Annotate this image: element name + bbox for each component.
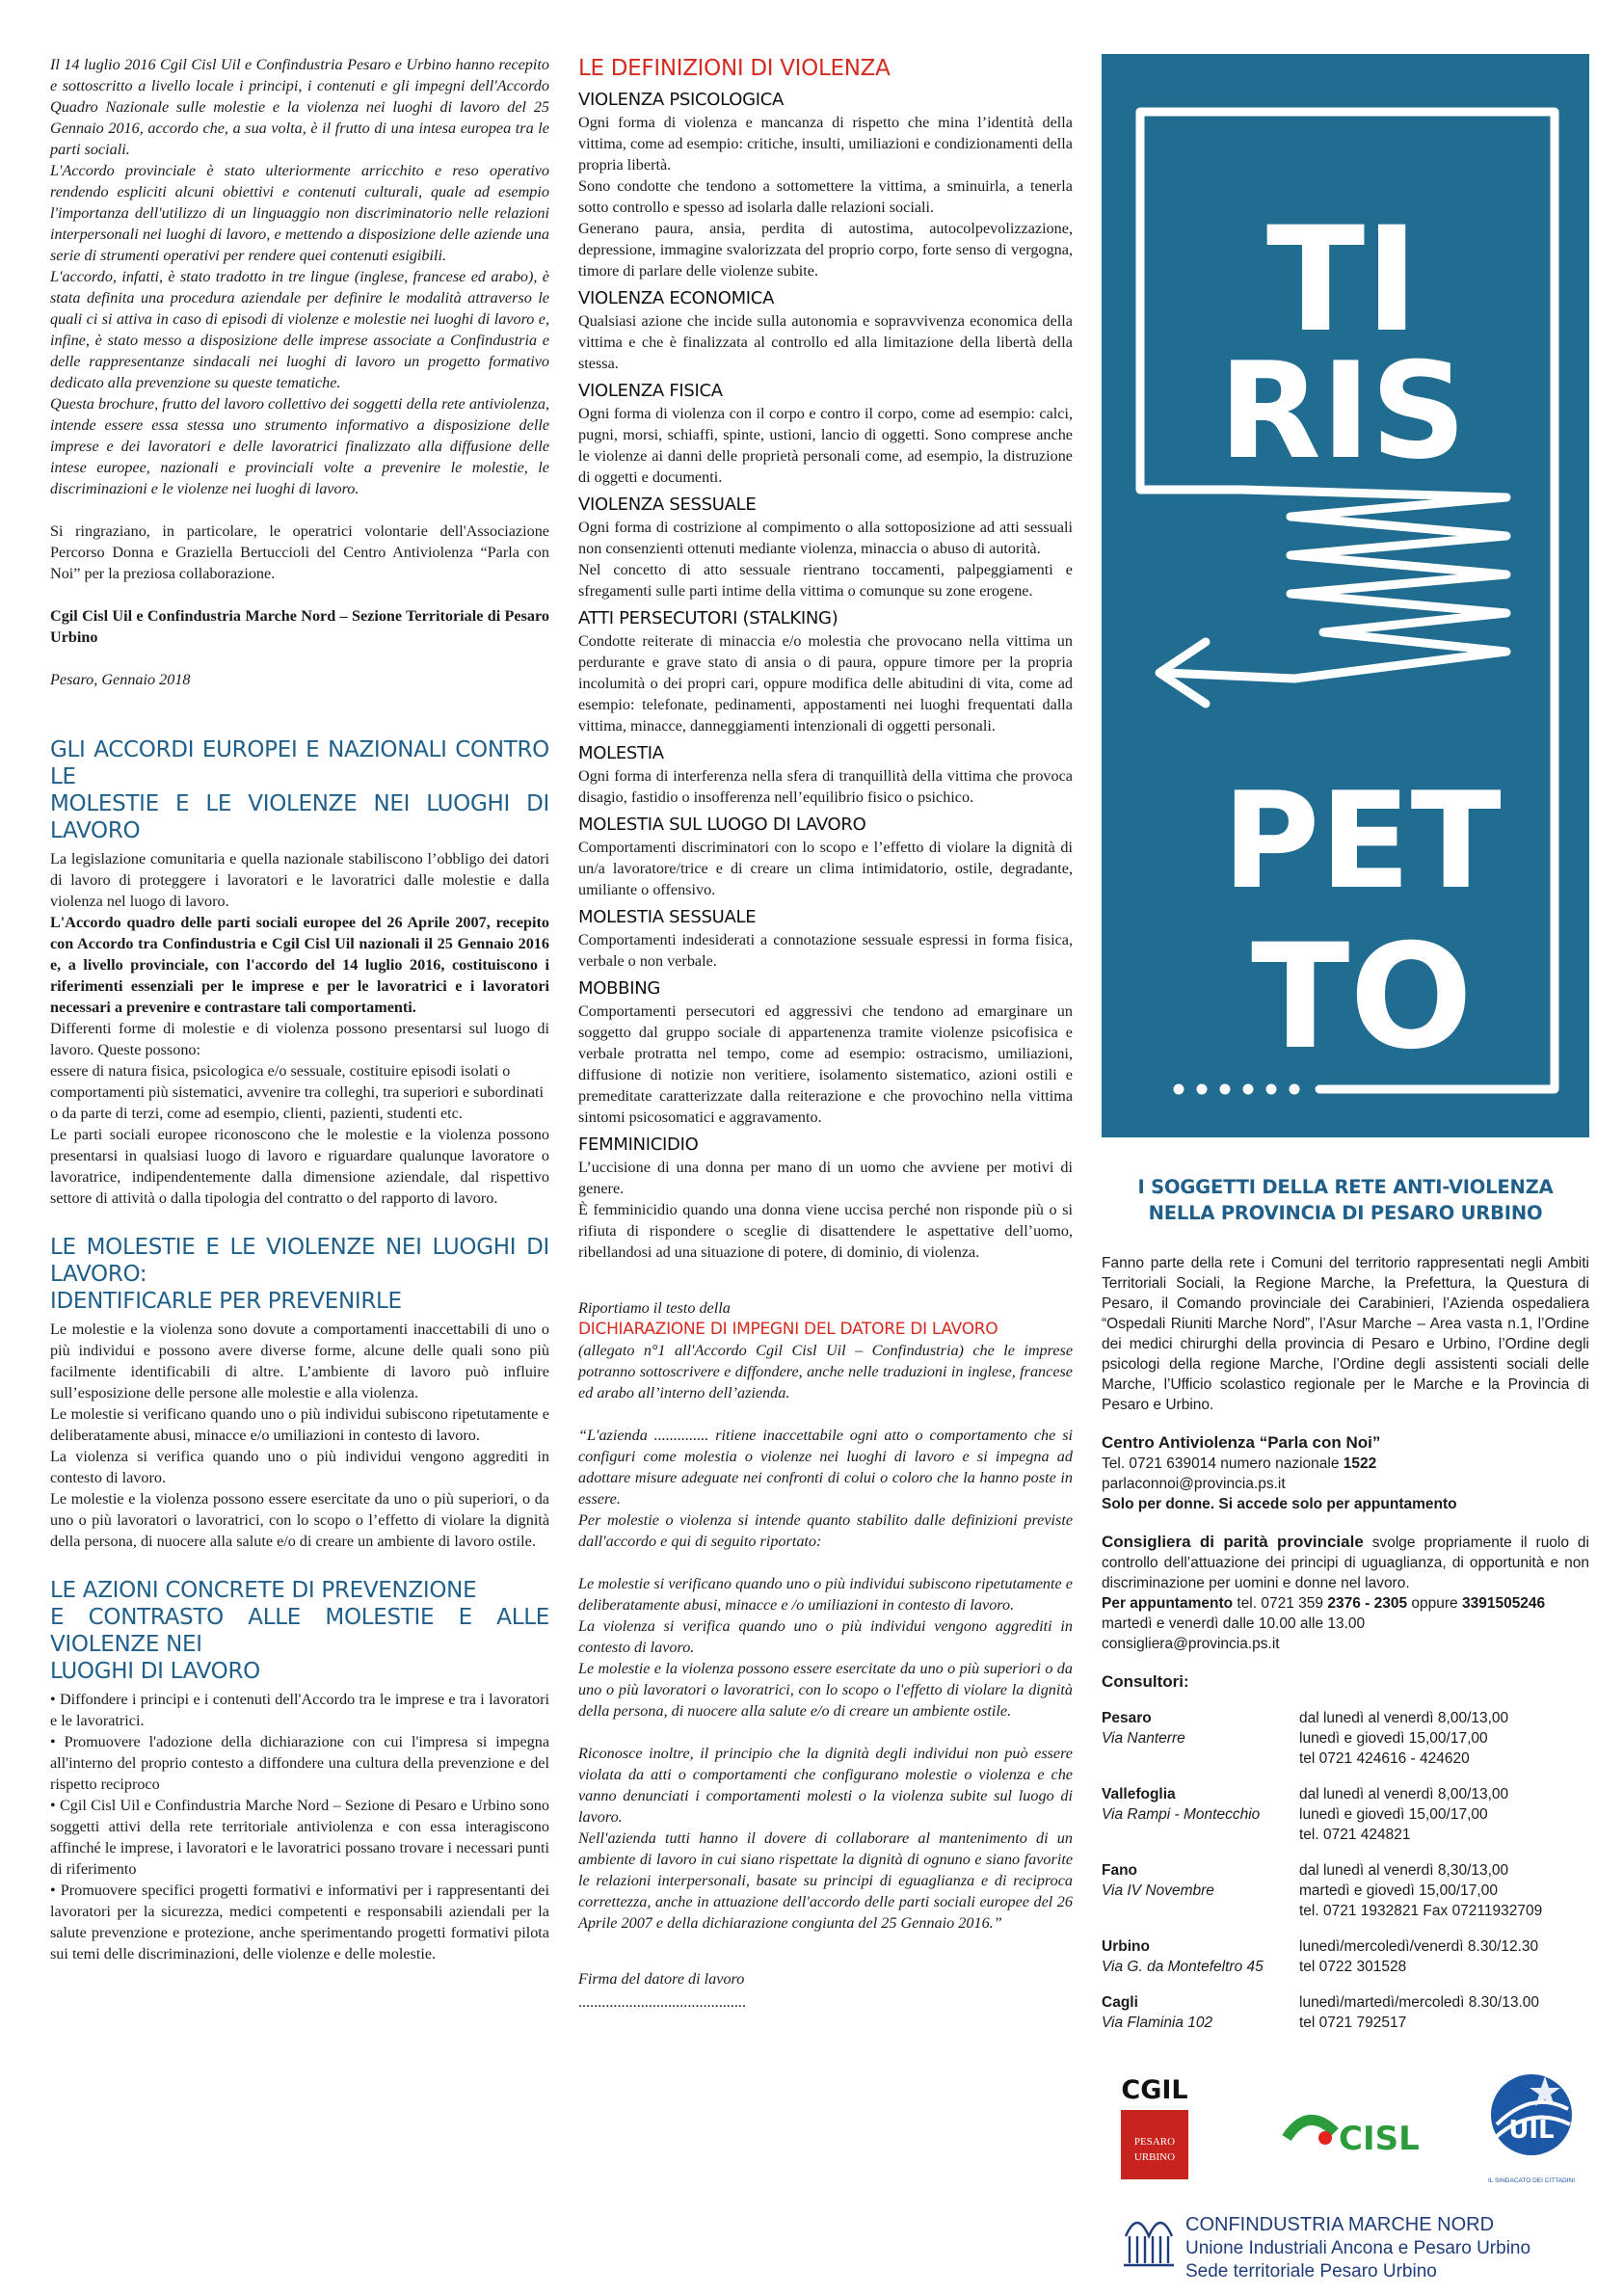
cgil-logo — [1115, 2068, 1194, 2181]
consultorio-hours: dal lunedì al venerdì 8,00/13,00 — [1299, 1786, 1509, 1802]
definition-text: Sono condotte che tendono a sottomettere la vittima, a sminuirla, a tenerla sotto controllo e spesso ad isolarla dalle relazioni sociali. — [578, 177, 1073, 216]
right-column — [1102, 1174, 1589, 2033]
poster-graphic — [1102, 54, 1589, 1137]
declaration-intro: Riportiamo il testo della — [578, 1299, 731, 1317]
bullet-item: • Cgil Cisl Uil e Confindustria Marche Nord – Sezione di Pesaro e Urbino sono soggetti attivi della rete territoriale antiviolenza e con essa interagiscono affinché le imprese, i lavoratori e le lavoratrici possano trovare i necessari punti di riferimento — [50, 1797, 549, 1878]
definition-sexual — [578, 494, 1073, 601]
definition-text: Condotte reiterate di minaccia e/o molestia che provocano nella vittima un perdurante e grave stato di ansia o di paura, oppure timore per la propria incolumità o dei propri cari, oppure modifica delle abitudini di vita, come ad esempio: telefonate, pedinamenti, appostamenti nei luoghi frequentati dalla vittima, minacce, danneggiamenti intenzionali di oggetti personali. — [578, 632, 1073, 734]
consultorio-urbino — [1102, 1936, 1589, 1977]
definition-heading: FEMMINICIDIO — [578, 1135, 699, 1155]
consultori-title: Consultori: — [1102, 1672, 1189, 1691]
signature: Cgil Cisl Uil e Confindustria Marche Nord – Sezione Territoriale di Pesaro Urbino — [50, 607, 549, 646]
definition-stalking — [578, 607, 1073, 736]
consultorio-phone: tel 0722 301528 — [1299, 1959, 1407, 1975]
cisl-wordmark: CISL — [1339, 2120, 1420, 2158]
consultori-block — [1102, 1671, 1589, 2033]
definition-heading: MOLESTIA — [578, 743, 664, 763]
confindustria-name: CONFINDUSTRIA MARCHE NORD — [1185, 2214, 1495, 2235]
zigzag-path — [1165, 490, 1506, 679]
paragraph: essere di natura fisica, psicologica e/o sessuale, costituire episodi isolati o comportamenti più sistematici, avvenire tra colleghi, tra superiori e subordinati o da parte di terzi, come ad esempio, clienti, pazienti, studenti etc. — [50, 1062, 545, 1122]
definition-text: È femminicidio quando una donna viene uccisa perché non risponde più o si rifiuta di rispondere o sceglie di disattendere le aspettative dell’uomo, ribellandosi ad una situazione di potere, di dominio, di violenza. — [578, 1201, 1073, 1261]
consultorio-phone: tel 0721 424616 - 424620 — [1299, 1750, 1470, 1767]
declaration-quote: “L'azienda .............. ritiene inaccettabile ogni atto o comportamento che si configuri come molestia o violenze nei luoghi di lavoro e si impegna ad adottare misure adeguate nei confronti di colui o coloro che la hanno poste in essere. — [578, 1427, 1073, 1508]
dot-trail — [1174, 1084, 1300, 1095]
centro-note: Solo per donne. Si accede solo per appuntamento — [1102, 1496, 1457, 1512]
consultorio-phone: tel. 0721 424821 — [1299, 1827, 1411, 1843]
definition-text: Comportamenti indesiderati a connotazione sessuale espressi in forma fisica, verbale o non verbale. — [578, 931, 1073, 970]
paragraph: La legislazione comunitaria e quella nazionale stabiliscono l’obbligo dei datori di lavoro di proteggere i lavoratori e le lavoratrici dalle molestie e dalla violenza nel luogo di lavoro. — [50, 850, 549, 910]
consigliera-hours: martedì e venerdì dalle 10.00 alle 13.00 — [1102, 1615, 1366, 1632]
definition-text: L’uccisione di una donna per mano di un uomo che avviene per motivi di genere. — [578, 1159, 1073, 1197]
consultorio-address: Via G. da Montefeltro 45 — [1102, 1959, 1264, 1975]
consultorio-hours: dal lunedì al venerdì 8,00/13,00 — [1299, 1710, 1509, 1726]
centro-phone — [1102, 1454, 1589, 1474]
consigliera-name: Consigliera di parità provinciale — [1102, 1533, 1364, 1551]
declaration-quote: Nell'azienda tutti hanno il dovere di collaborare al mantenimento di un ambiente di lavoro in cui siano rispettate la dignità di ognuno e siano favorite le relazioni interpersonali, basate su principi di eguaglianza e di reciproca correttezza, anche in attuazione dell'accordo delle parti sociali europee del 26 Aprile 2007 e della dichiarazione congiunta del 25 Gennaio 2016.” — [578, 1829, 1073, 1932]
consultorio-address: Via Flaminia 102 — [1102, 2015, 1213, 2031]
intro-paragraph: Questa brochure, frutto del lavoro collettivo dei soggetti della rete antiviolenza, intende essere essa stessa uno strumento informativo a disposizione delle imprese e dei lavoratori e delle lavoratrici finalizzato alla diffusione delle intese europee, nazionali e provinciali volte a prevenire le molestie, le discriminazioni e le violenze nei luoghi di lavoro. — [50, 395, 549, 497]
consultorio-name: Pesaro — [1102, 1710, 1152, 1726]
consultorio-name: Urbino — [1102, 1938, 1150, 1955]
network-intro: Fanno parte della rete i Comuni del territorio rappresentati negli Ambiti Territoriali Sociali, la Regione Marche, la Prefettura, la Questura di Pesaro, il Comando provinciale dei Carabinieri, l’Azienda ospedaliera “Ospedali Riuniti Marche Nord”, l’Asur Marche – Area vasta n.1, l’Ordine dei medici chirurghi della provincia di Pesaro e Urbino, l’Ordine degli psicologi della regione Marche, l’Ordine degli assistenti sociali delle Marche, l’Ufficio scolastico regionale per le Marche e la Provincia di Pesaro e Urbino. — [1102, 1255, 1589, 1413]
section-title: LUOGHI DI LAVORO — [50, 1659, 260, 1684]
intro-section — [50, 54, 549, 499]
definition-text: Generano paura, ansia, perdita di autostima, autocolpevolizzazione, depressione, immagine svalorizzata del proprio corpo, forte senso di vergogna, timore di parlare delle violenze subite. — [578, 220, 1073, 280]
appointment-label: Per appuntamento — [1102, 1595, 1234, 1612]
definition-heading: VIOLENZA FISICA — [578, 381, 723, 401]
appointment-mobile: 3391505246 — [1461, 1595, 1546, 1612]
confindustria-union: Unione Industriali Ancona e Pesaro Urbino — [1185, 2238, 1531, 2258]
paragraph: L'Accordo quadro delle parti sociali europee del 26 Aprile 2007, recepito con Accordo tra Confindustria e Cgil Cisl Uil nazionali il 25 Gennaio 2016 e, a livello provinciale, con l'accordo del 14 luglio 2016, costituiscono i riferimenti essenziali per le imprese e per le lavoratrici e i lavoratori necessari a prevenire e contrastare tali comportamenti. — [50, 914, 549, 1016]
signature-line: ........................................... — [578, 1993, 747, 2011]
declaration-title: DICHIARAZIONE DI IMPEGNI DEL DATORE DI LAVORO — [578, 1320, 998, 1339]
intro-paragraph: L'Accordo provinciale è stato ulteriormente arricchito e reso operativo rendendo espliciti alcuni obiettivi e contenuti culturali, quale ad esempio l'importanza dell'utilizzo di un linguaggio non discriminatorio nelle relazioni interpersonali nei luoghi di lavoro, e mettendo a disposizione delle aziende una serie di strumenti operativi per rendere quei contenuti esigibili. — [50, 162, 549, 264]
definition-heading: VIOLENZA SESSUALE — [578, 494, 757, 515]
employer-signature-label: Firma del datore di lavoro — [578, 1970, 745, 1988]
declaration-quote: Riconosce inoltre, il principio che la dignità degli individui non può essere violata da atti o comportamenti che configurano molestie o violenza e che vanno denunciati i comportamenti molesti o la violenza subite sul luogo di lavoro. — [578, 1745, 1073, 1826]
paragraph: Le parti sociali europee riconoscono che le molestie e la violenza possono presentarsi in qualsiasi luogo di lavoro e riguardare qualunque lavoratore o lavoratrice, indipendentemente dalla dimensione aziendale, dal rispettivo settore di attività o dalla tipologia del contratto o del rapporto di lavoro. — [50, 1126, 549, 1207]
definition-femicide — [578, 1134, 1073, 1263]
poster-word-pet: PET — [1222, 763, 1502, 919]
definitions-title: LE DEFINIZIONI DI VIOLENZA — [578, 56, 891, 81]
consigliera-desc: svolge propriamente il ruolo di controllo dell’attuazione dei principi di uguaglianza, di opportunità e non discriminazione per uomini e donne nel lavoro. — [1102, 1535, 1589, 1591]
definition-text: Nel concetto di atto sessuale rientrano toccamenti, palpeggiamenti e sfregamenti sulle parti intime della vittima o comunque su zone erogene. — [578, 561, 1073, 600]
definition-heading: MOLESTIA SUL LUOGO DI LAVORO — [578, 814, 866, 835]
cgil-pesaro: PESARO — [1133, 2136, 1176, 2148]
declaration-quote: La violenza si verifica quando uno o più individui vengono aggrediti in contesto di lavoro. — [578, 1617, 1073, 1656]
poster-word-to: TO — [1251, 914, 1473, 1081]
section-title: E CONTRASTO ALLE MOLESTIE E ALLE VIOLENZE NEI — [50, 1605, 549, 1657]
consultorio-address: Via IV Novembre — [1102, 1882, 1214, 1899]
consultorio-phone: tel 0721 792517 — [1299, 2015, 1407, 2031]
intro-paragraph: Il 14 luglio 2016 Cgil Cisl Uil e Confindustria Pesaro e Urbino hanno recepito e sottoscritto a livello locale i principi, i contenuti e gli impegni dell'Accordo Quadro Nazionale sulle molestie e la violenza nei luoghi di lavoro del 25 Gennaio 2016, accordo che, a sua volta, è il frutto di una intesa europea tra le parti sociali. — [50, 56, 549, 158]
appointment-or: oppure — [1407, 1595, 1462, 1612]
centro-phone-text: Tel. 0721 639014 numero nazionale — [1102, 1455, 1344, 1472]
definition-heading: MOLESTIA SESSUALE — [578, 907, 757, 927]
thanks-paragraph: Si ringraziano, in particolare, le operatrici volontarie dell'Associazione Percorso Donna e Graziella Bertuccioli del Centro Antiviolenza “Parla con Noi” per la preziosa collaborazione. — [50, 522, 549, 582]
consultorio-pesaro — [1102, 1708, 1589, 1769]
confindustria-seat: Sede territoriale Pesaro Urbino — [1185, 2261, 1437, 2282]
left-column — [50, 54, 549, 1964]
poster-word-ris: RIS — [1218, 334, 1467, 489]
network-title: I SOGGETTI DELLA RETE ANTI-VIOLENZA — [1137, 1176, 1554, 1198]
poster-word-ti: TI — [1265, 197, 1420, 364]
consultorio-phone: tel. 0721 1932821 Fax 07211932709 — [1299, 1903, 1543, 1919]
definition-text: Ogni forma di costrizione al compimento o alla sottoposizione ad atti sessuali non consenzienti ottenuti mediante violenza, minaccia o abuso di autorità. — [578, 519, 1073, 557]
definition-text: Ogni forma di violenza e mancanza di rispetto che mina l’identità della vittima, come ad esempio: critiche, insulti, umiliazioni e condizionamenti della propria libertà. — [578, 114, 1073, 174]
consultorio-hours: dal lunedì al venerdì 8,30/13,00 — [1299, 1862, 1509, 1879]
consultorio-hours: lunedì/mercoledì/venerdì 8.30/12.30 — [1299, 1938, 1539, 1955]
definition-economic — [578, 287, 1073, 374]
paragraph: Le molestie e la violenza possono essere esercitate da uno o più superiori, o da uno o più lavoratori o lavoratrici, con lo scopo o l’effetto di violare la dignità della persona, di nuocere alla salute e/o di creare un ambiente di lavoro ostile. — [50, 1490, 549, 1550]
bullet-item: • Promuovere specifici progetti formativi e informativi per i rappresentanti dei lavoratori per la sicurezza, medici competenti e responsabili aziendali per la salute prevenzione e protezione, anche sperimentando progetti formativi pilota sui temi delle discriminazioni, delle violenze e delle molestie. — [50, 1882, 549, 1962]
national-number: 1522 — [1343, 1455, 1377, 1472]
rispetto-poster — [1102, 54, 1589, 1137]
section-title: LE AZIONI CONCRETE DI PREVENZIONE — [50, 1578, 477, 1603]
definition-text: Comportamenti persecutori ed aggressivi che tendono ad emarginare un soggetto dal gruppo sociale di appartenenza tramite violenze psicofisica e verbale protratta nel tempo, come ad esempio: ostracismo, umiliazioni, diffusione di notizie non veritiere, isolamento sistematico, azioni ostili e premeditate caratterizzate dalla reiterazione e che provochino nella vittima sintomi psicosomatici e aggravamento. — [578, 1002, 1073, 1126]
definition-text: Ogni forma di violenza con il corpo e contro il corpo, come ad esempio: calci, pugni, morsi, schiaffi, spinte, ustioni, lancio di oggetti. Sono comprese anche le violenze ai danni delle proprietà personali come, ad esempio, la distruzione di oggetti e documenti. — [578, 405, 1073, 486]
section-identify — [50, 1234, 549, 1552]
section-title: IDENTIFICARLE PER PREVENIRLE — [50, 1289, 402, 1314]
intro-paragraph: L'accordo, infatti, è stato tradotto in tre lingue (inglese, francese ed arabo), è stata definita una procedura aziendale per definire le modalità attraverso le quali ci si attiva in caso di episodi di violenze e molestie nei luoghi di lavoro e, infine, è stato messo a disposizione delle imprese associate a Confindustria e delle rappresentanze sindacali nei luoghi di lavoro un progetto formativo dedicato alla prevenzione su queste tematiche. — [50, 268, 549, 391]
cisl-dot-icon — [1318, 2131, 1332, 2145]
appointment-ext: 2376 - 2305 — [1327, 1595, 1408, 1612]
confindustria-logo — [1118, 2207, 1561, 2284]
definition-molestia — [578, 742, 1073, 808]
consultorio-address: Via Nanterre — [1102, 1730, 1185, 1747]
cgil-urbino: URBINO — [1133, 2151, 1176, 2163]
appointment-tel: tel. 0721 359 — [1233, 1595, 1328, 1612]
uil-logo — [1487, 2070, 1576, 2190]
definition-text: Ogni forma di interferenza nella sfera di tranquillità della vittima che provoca disagio, fastidio o insofferenza nell’equilibrio fisico o psichico. — [578, 767, 1073, 806]
middle-column — [578, 54, 1073, 2013]
cisl-logo — [1279, 2099, 1431, 2161]
bullet-item: • Diffondere i principi e i contenuti dell'Accordo tra le imprese e tra i lavoratori e le lavoratrici. — [50, 1691, 549, 1729]
section-title: MOLESTIE E LE VIOLENZE NEI LUOGHI DI LAVORO — [50, 791, 549, 843]
definition-psychological — [578, 89, 1073, 281]
section-european-agreements — [50, 736, 549, 1209]
declaration-subtitle: (allegato n°1 all'Accordo Cgil Cisl Uil – Confindustria) che le imprese potranno sottoscrivere e diffondere, anche nelle traduzioni in inglese, francese ed arabo all’interno dell’azienda. — [578, 1342, 1073, 1402]
consultorio-address: Via Rampi - Montecchio — [1102, 1806, 1261, 1823]
definition-mobbing — [578, 977, 1073, 1128]
declaration-quote: Per molestie o violenza si intende quanto stabilito dalle definizioni previste dall'accordo e qui di seguito riportato: — [578, 1511, 1073, 1550]
paragraph: La violenza si verifica quando uno o più individui vengono aggrediti in contesto di lavoro. — [50, 1448, 549, 1486]
consigliera-text — [1102, 1532, 1589, 1593]
date: Pesaro, Gennaio 2018 — [50, 671, 191, 688]
centro-name: Centro Antiviolenza “Parla con Noi” — [1102, 1433, 1381, 1452]
section-title: LE MOLESTIE E LE VIOLENZE NEI LUOGHI DI LAVORO: — [50, 1235, 549, 1287]
consultorio-vallefoglia — [1102, 1784, 1589, 1845]
consultorio-hours: lunedì/martedì/mercoledì 8.30/13.00 — [1299, 1994, 1540, 2011]
consigliera-appointment — [1102, 1593, 1589, 1614]
declaration-quote: Le molestie si verificano quando uno o più individui subiscono ripetutamente e deliberatamente abusi, minacce e /o umiliazioni in contesto di lavoro. — [578, 1575, 1073, 1614]
centro-email: parlaconnoi@provincia.ps.it — [1102, 1476, 1286, 1492]
paragraph: Differenti forme di molestie e di violenza possono presentarsi sul luogo di lavoro. Queste possono: — [50, 1020, 549, 1058]
uil-tagline: IL SINDACATO DEI CITTADINI — [1487, 2177, 1576, 2184]
consultorio-cagli — [1102, 1992, 1589, 2033]
consultorio-name: Cagli — [1102, 1994, 1138, 2011]
consultorio-hours: lunedì e giovedì 15,00/17,00 — [1299, 1730, 1488, 1747]
consultorio-hours: martedì e giovedì 15,00/17,00 — [1299, 1882, 1498, 1899]
consultorio-name: Vallefoglia — [1102, 1786, 1176, 1802]
definition-text: Qualsiasi azione che incide sulla autonomia e sopravvivenza economica della vittima e che è finalizzata al controllo ed alla limitazione della libertà della stessa. — [578, 312, 1073, 372]
definition-heading: MOBBING — [578, 978, 661, 999]
declaration-section — [578, 1297, 1073, 2013]
definition-physical — [578, 380, 1073, 488]
paragraph: Le molestie e la violenza sono dovute a comportamenti inaccettabili di uno o più individui e possono avere diverse forme, alcune delle quali sono più facilmente identificabili di altre. L’ambiente di lavoro può influire sull’esposizione delle persone alle molestie e alla violenza. — [50, 1321, 549, 1402]
definition-heading: ATTI PERSECUTORI (STALKING) — [578, 608, 838, 628]
consigliera-email: consigliera@provincia.ps.it — [1102, 1636, 1280, 1652]
cgil-wordmark: CGIL — [1121, 2075, 1188, 2105]
declaration-quote: Le molestie e la violenza possono essere esercitate da uno o più superiori o da uno o più lavoratori o lavoratrici, con lo scopo o l'effetto di violare la dignità della persona, di nuocere alla salute e/o di creare un ambiente ostile. — [578, 1660, 1073, 1720]
network-title: NELLA PROVINCIA DI PESARO URBINO — [1148, 1202, 1543, 1224]
consultorio-fano — [1102, 1860, 1589, 1921]
definition-heading: VIOLENZA ECONOMICA — [578, 288, 775, 308]
consultorio-name: Fano — [1102, 1862, 1138, 1879]
definition-heading: VIOLENZA PSICOLOGICA — [578, 90, 785, 110]
section-title: GLI ACCORDI EUROPEI E NAZIONALI CONTRO LE — [50, 737, 549, 789]
definition-sexual-harassment — [578, 906, 1073, 972]
section-prevention-actions — [50, 1577, 549, 1964]
consultorio-hours: lunedì e giovedì 15,00/17,00 — [1299, 1806, 1488, 1823]
consigliera-block — [1102, 1532, 1589, 1654]
paragraph: Le molestie si verificano quando uno o più individui subiscono ripetutamente e deliberatamente abusi, minacce e/o umiliazioni in contesto di lavoro. — [50, 1405, 549, 1444]
definition-text: Comportamenti discriminatori con lo scopo e l’effetto di violare la dignità di un/a lavoratore/trice e di creare un clima intimidatorio, ostile, degradante, umiliante o offensivo. — [578, 839, 1073, 898]
centro-antiviolenza — [1102, 1432, 1589, 1514]
uil-wordmark: UIL — [1508, 2116, 1555, 2145]
confindustria-emblem-icon — [1124, 2223, 1174, 2265]
definition-workplace-harassment — [578, 814, 1073, 900]
bullet-item: • Promuovere l'adozione della dichiarazione con cui l'impresa si impegna all'interno del proprio contesto a diffondere una cultura della prevenzione e del rispetto reciproco — [50, 1733, 549, 1793]
